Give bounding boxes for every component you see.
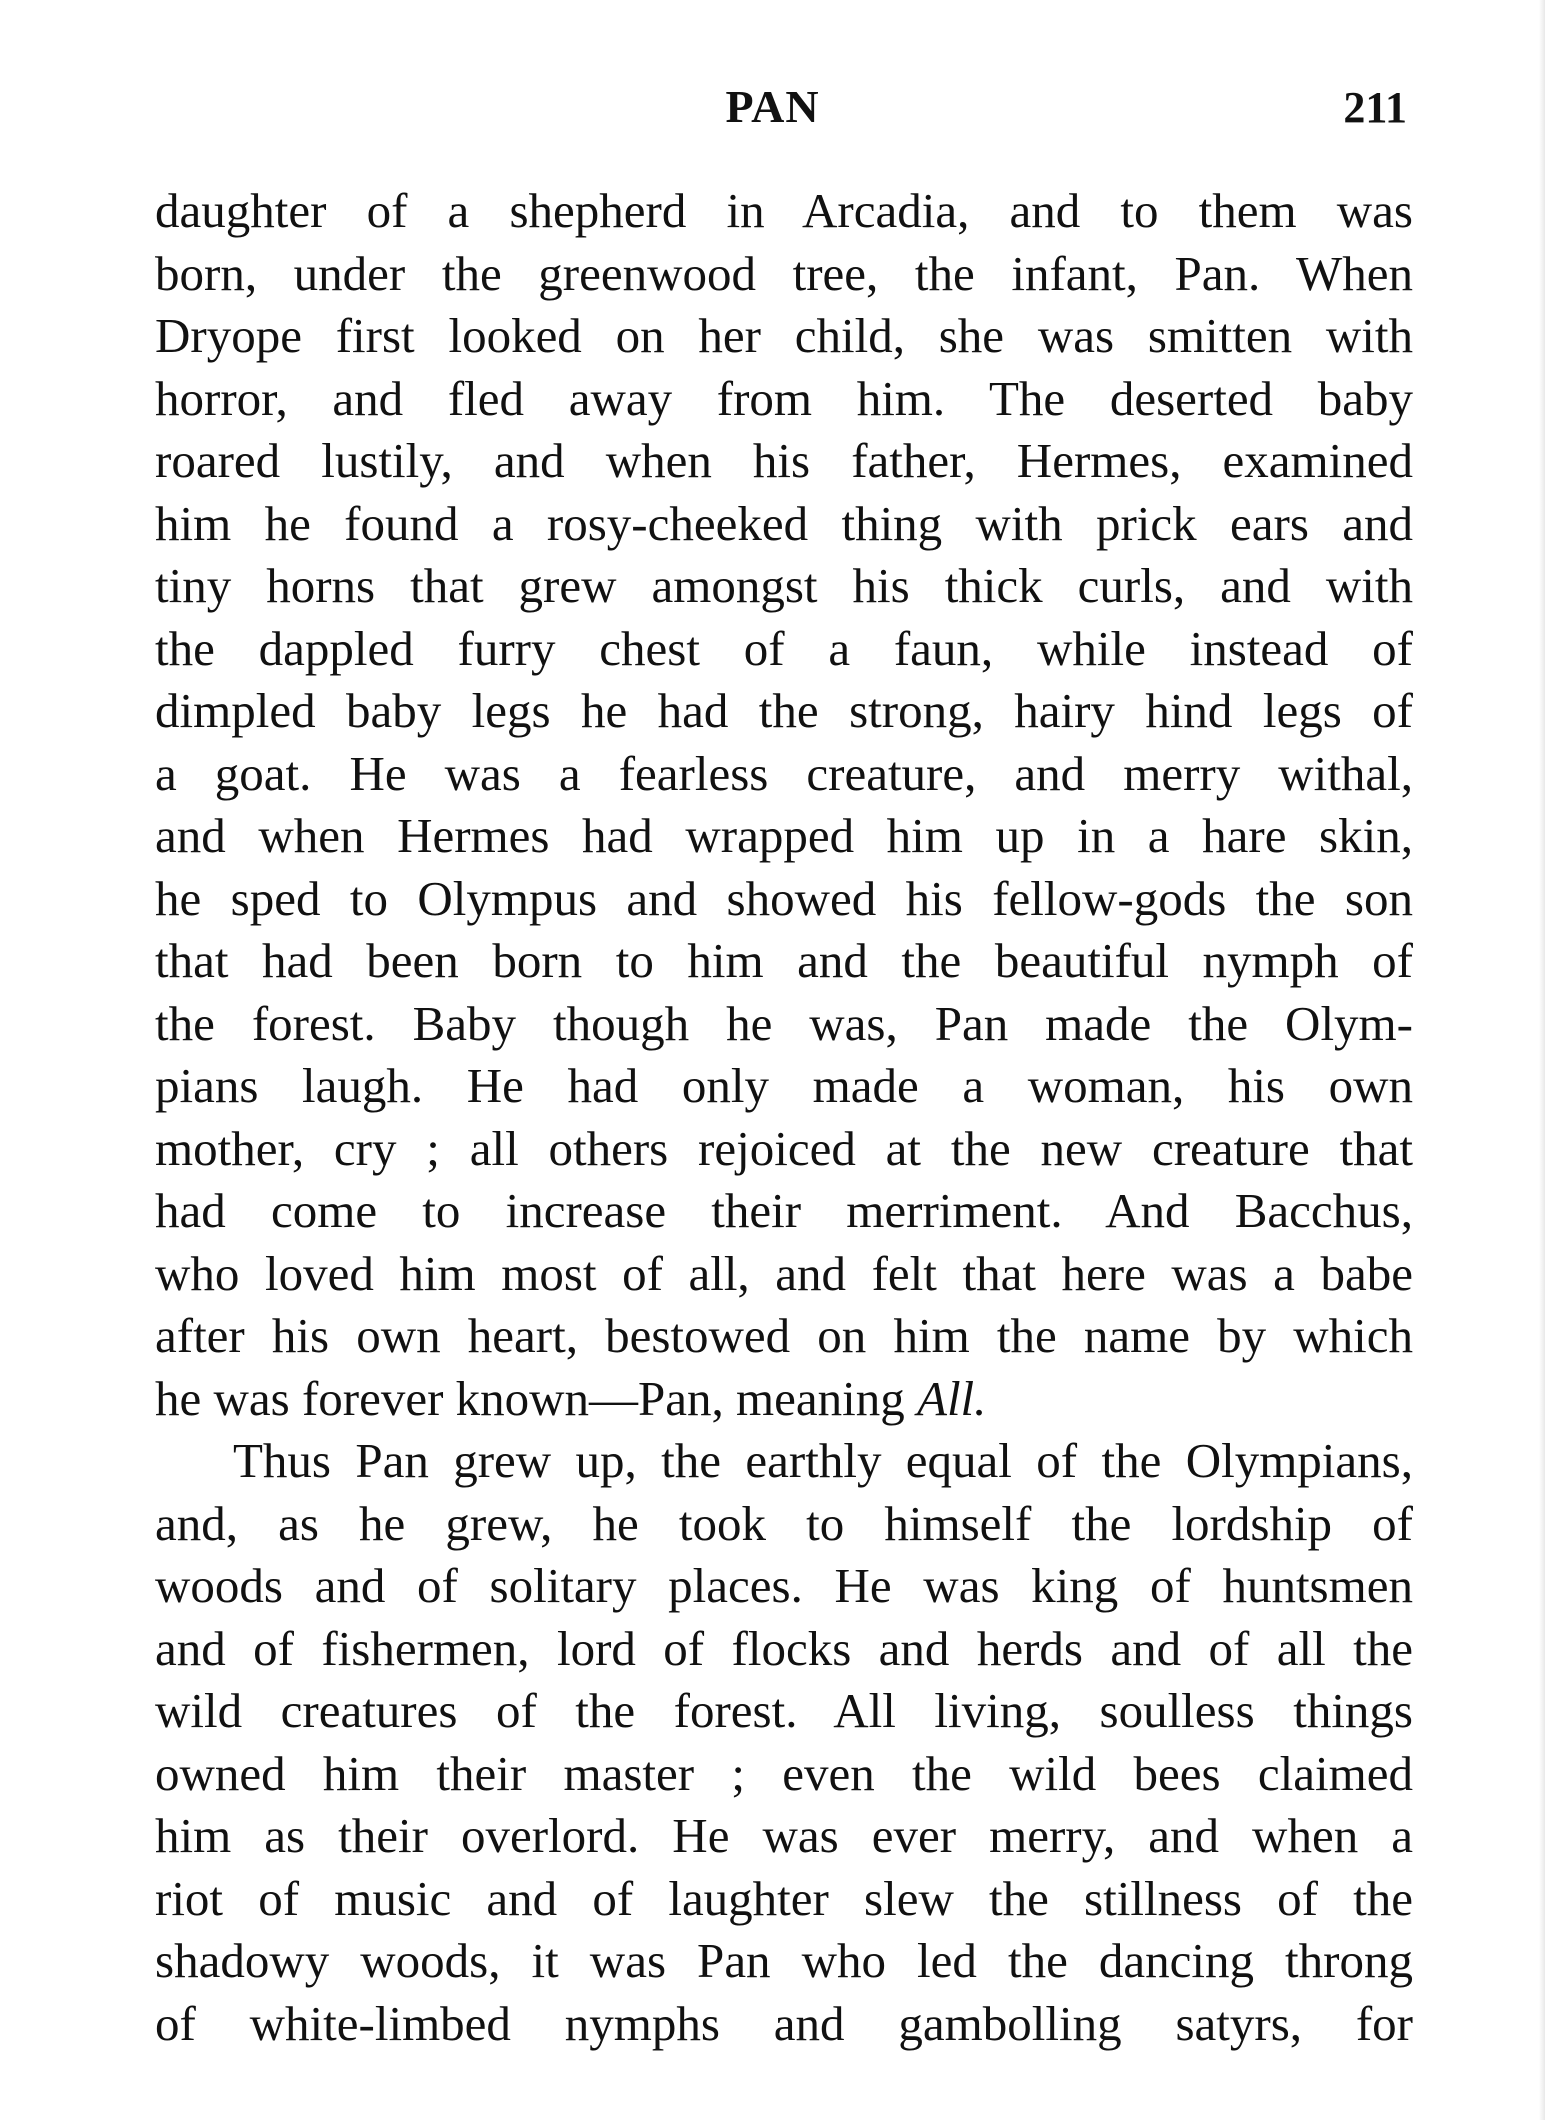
text-line: the dappled furry chest of a faun, while instead of (155, 620, 1413, 676)
text-line: had come to increase their merriment. And Bacchus, (155, 1183, 1413, 1238)
text-line: he sped to Olympus and showed his fellow-gods the son (155, 870, 1413, 926)
page-edge-shadow (1539, 0, 1545, 2120)
paragraph-1 (155, 180, 1413, 1430)
text-line: and of fishermen, lord of flocks and herds and of all the (155, 1620, 1413, 1676)
page-number: 211 (1343, 83, 1407, 132)
text-line: him he found a rosy-cheeked thing with prick ears and (155, 495, 1413, 551)
text-line: a goat. He was a fearless creature, and merry withal, (155, 745, 1413, 801)
text-line: owned him their master ; even the wild bees claimed (155, 1745, 1413, 1801)
text-line: Thus Pan grew up, the earthly equal of the Olympians, (233, 1433, 1413, 1488)
text-line: horror, and fled away from him. The deserted baby (155, 370, 1413, 426)
text-line: pians laugh. He had only made a woman, his own (155, 1058, 1413, 1113)
text-line: of white-limbed nymphs and gambolling satyrs, for (155, 1995, 1413, 2051)
text-line-prefix: he was forever known—Pan, meaning (155, 1370, 918, 1426)
text-line: who loved him most of all, and felt that here was a babe (155, 1245, 1413, 1301)
text-line: shadowy woods, it was Pan who led the dancing throng (155, 1933, 1413, 1988)
italic-word: All. (917, 1370, 987, 1426)
running-title: PAN (725, 81, 820, 132)
text-line: Dryope first looked on her child, she was smitten with (155, 308, 1413, 363)
body-text (155, 180, 1413, 2055)
running-head (0, 80, 1545, 140)
text-line: dimpled baby legs he had the strong, hairy hind legs of (155, 683, 1413, 738)
text-line: tiny horns that grew amongst his thick curls, and with (155, 558, 1413, 613)
paragraph-2 (155, 1430, 1413, 2055)
text-line: and, as he grew, he took to himself the lordship of (155, 1495, 1413, 1551)
text-line: wild creatures of the forest. All living, soulless things (155, 1683, 1413, 1738)
text-line: him as their overlord. He was ever merry, and when a (155, 1808, 1413, 1863)
text-line: mother, cry ; all others rejoiced at the new creature that (155, 1120, 1413, 1176)
text-line: woods and of solitary places. He was king of huntsmen (155, 1558, 1413, 1613)
text-line: the forest. Baby though he was, Pan made the Olym- (155, 995, 1413, 1051)
text-line: daughter of a shepherd in Arcadia, and to them was (155, 183, 1413, 238)
text-line: born, under the greenwood tree, the infant, Pan. When (155, 245, 1413, 301)
text-line: and when Hermes had wrapped him up in a hare skin, (155, 808, 1413, 863)
text-line: roared lustily, and when his father, Hermes, examined (155, 433, 1413, 488)
text-line: riot of music and of laughter slew the stillness of the (155, 1870, 1413, 1926)
text-line-last (155, 1368, 1413, 1431)
text-line: after his own heart, bestowed on him the name by which (155, 1308, 1413, 1363)
text-line: that had been born to him and the beautiful nymph of (155, 933, 1413, 988)
